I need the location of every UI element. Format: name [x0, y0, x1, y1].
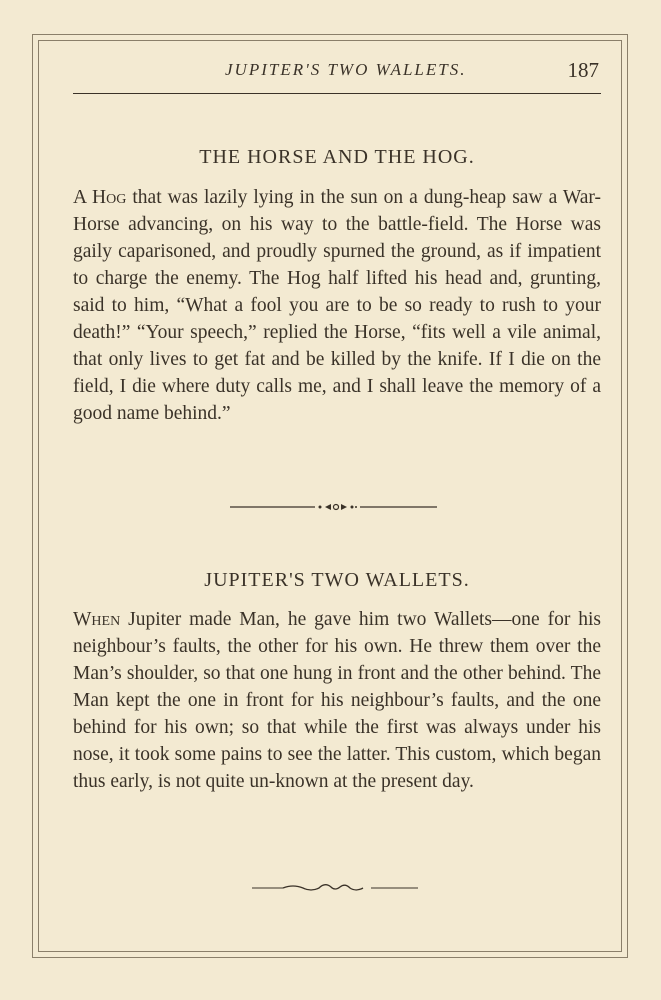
page-header	[73, 56, 601, 96]
running-title: JUPITER'S TWO WALLETS.	[225, 60, 467, 79]
header-rule	[73, 93, 601, 94]
lead-word: When	[73, 609, 121, 630]
fable-body: Jupiter made Man, he gave him two Wallets—one for his neighbour’s faults, the other for his own. He threw them over the Man’s shoulder, so that one hung in front and the other behind. The Man kept the one in front for his neighbour’s faults, and the one behind for his own; so that while the first was always under his nose, it took some pains to see the latter. This custom, which began thus early, is not quite un-known at the present day.	[73, 609, 601, 792]
page-border-inner	[38, 40, 622, 952]
end-flourish-ornament	[0, 878, 661, 898]
fable-body: that was lazily lying in the sun on a dung-heap saw a War-Horse advancing, on his way to the battle-field. The Horse was gaily caparisoned, and proudly spurned the ground, as if impatient to charge the enemy. The Hog half lifted his head and, grunting, said to him, “What a fool you are to be so ready to rush to your death!” “Your speech,” replied the Horse, “fits well a vile animal, that only lives to get fat and be killed by the knife. If I die on the field, I die where duty calls me, and I shall leave the memory of a good name behind.”	[73, 187, 601, 424]
fable-title-horse-and-hog: THE HORSE AND THE HOG.	[199, 146, 475, 168]
fable-title-jupiters-two-wallets: JUPITER'S TWO WALLETS.	[204, 569, 470, 591]
lead-article: A	[73, 187, 87, 208]
fable-text-jupiters-two-wallets	[73, 606, 601, 795]
fable-text-horse-and-hog	[73, 184, 601, 427]
lead-word: Hog	[92, 187, 127, 208]
page-number: 187	[567, 58, 599, 82]
section-divider-ornament	[0, 497, 661, 517]
